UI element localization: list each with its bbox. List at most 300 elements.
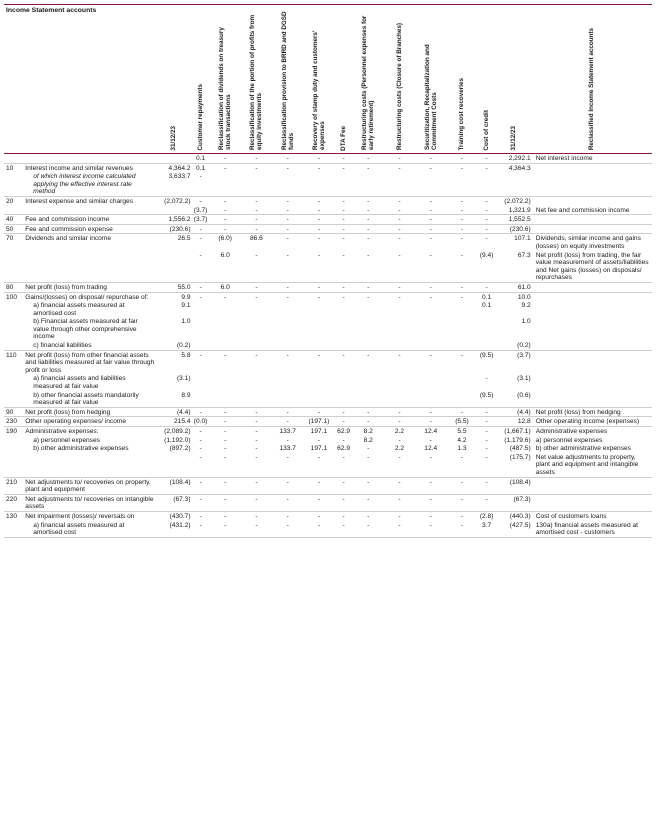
value-cell: [384, 341, 415, 350]
value-cell: (427.5): [496, 521, 532, 538]
reclassified-label: [532, 292, 652, 301]
value-cell: -: [353, 215, 384, 225]
row-label: Net profit (loss) from hedging: [23, 407, 155, 417]
value-cell: -: [446, 477, 477, 494]
value-cell: -: [303, 215, 334, 225]
column-header: Securitization, Recapitalization and Commitment Costs: [415, 5, 446, 154]
row-code: [4, 374, 23, 390]
value-cell: -: [199, 235, 202, 243]
value-cell: [384, 172, 415, 196]
value-cell: (897.2): [169, 445, 191, 453]
value-cell: (175.7): [496, 453, 532, 477]
value-cell: -: [210, 521, 241, 538]
reclassified-label: [532, 494, 652, 511]
value-cell: (9.5): [478, 391, 496, 408]
value-cell: -: [199, 293, 202, 301]
value-cell: [446, 317, 477, 341]
value-cell: -: [367, 164, 370, 172]
value-cell: -: [335, 206, 353, 215]
value-cell: -: [224, 512, 227, 520]
value-cell: [446, 374, 477, 390]
value-cell: [210, 317, 241, 341]
row-label: Interest income and similar revenues: [25, 164, 133, 172]
value-cell: (3.7): [192, 206, 210, 215]
row-code: 50: [4, 224, 23, 234]
column-header: Reclassification of dividends on treasury stock transactions: [210, 5, 241, 154]
reclassified-label: [532, 172, 652, 196]
value-cell: 12.8: [496, 417, 532, 427]
value-cell: -: [398, 512, 401, 520]
value-cell: -: [286, 351, 289, 359]
value-cell: 197.1: [310, 445, 328, 453]
value-cell: -: [317, 436, 321, 444]
value-cell: -: [335, 154, 353, 164]
value-cell: [478, 317, 496, 341]
value-cell: -: [335, 282, 353, 292]
table-row: [4, 163, 652, 172]
column-header: Reclassification provision to BRRD and DGSD funds: [272, 5, 303, 154]
value-cell: 107.1: [514, 235, 531, 243]
value-cell: -: [384, 251, 415, 283]
row-label: b) other financial assets mandatorily measured at fair value: [23, 391, 155, 408]
value-cell: -: [241, 224, 272, 234]
value-cell: (431.2): [155, 521, 191, 538]
reclassified-label: [532, 341, 652, 350]
value-cell: -: [429, 512, 432, 520]
column-header: 31/12/23: [155, 5, 191, 154]
value-cell: -: [335, 215, 353, 225]
value-cell: -: [210, 477, 241, 494]
value-cell: [415, 341, 446, 350]
value-cell: -: [199, 197, 202, 205]
value-cell: -: [342, 293, 345, 301]
row-code: 90: [4, 407, 23, 417]
value-cell: -: [317, 512, 321, 520]
value-cell: [415, 391, 446, 408]
value-cell: -: [335, 453, 353, 477]
value-cell: [155, 453, 191, 477]
value-cell: (3.1): [517, 375, 531, 383]
row-label: Gains/(losses) on disposal/ repurchase of:: [25, 293, 149, 301]
value-cell: -: [367, 235, 370, 243]
value-cell: -: [303, 282, 334, 292]
row-code: 220: [4, 494, 23, 511]
row-label: Net adjustments to/ recoveries on intangible assets: [25, 495, 154, 511]
value-cell: -: [478, 477, 496, 494]
value-cell: -: [210, 453, 241, 477]
value-cell: -: [335, 224, 353, 234]
value-cell: -: [384, 494, 415, 511]
value-cell: -: [485, 164, 488, 172]
row-code: [4, 251, 23, 283]
value-cell: -: [335, 417, 353, 427]
value-cell: -: [429, 351, 432, 359]
value-cell: [192, 391, 210, 408]
value-cell: -: [446, 215, 477, 225]
row-label: a) financial assets measured at amortised cost: [33, 302, 125, 317]
value-cell: -: [192, 494, 210, 511]
value-cell: [496, 172, 532, 196]
value-cell: -: [192, 407, 210, 417]
value-cell: -: [335, 477, 353, 494]
value-cell: -: [335, 251, 353, 283]
reclassified-label: [532, 391, 652, 408]
value-cell: -: [398, 235, 401, 243]
value-cell: -: [398, 164, 401, 172]
table-row: [4, 341, 652, 350]
row-label: Net profit (loss) from trading: [23, 282, 155, 292]
row-label: Net impairment (losses)/ reversals on: [25, 512, 135, 520]
value-cell: [384, 317, 415, 341]
value-cell: -: [485, 375, 488, 383]
value-cell: -: [478, 417, 496, 427]
row-code: [4, 172, 23, 196]
value-cell: 12.4: [424, 445, 438, 453]
value-cell: -: [353, 282, 384, 292]
value-cell: -: [342, 351, 345, 359]
value-cell: -: [272, 215, 303, 225]
value-cell: -: [353, 206, 384, 215]
value-cell: 67.3: [496, 251, 532, 283]
value-cell: -: [317, 351, 321, 359]
table-row: [4, 477, 652, 494]
value-cell: (1,179.6): [504, 436, 531, 444]
value-cell: (3.7): [517, 351, 531, 359]
row-code: [4, 391, 23, 408]
value-cell: [335, 341, 353, 350]
value-cell: -: [485, 197, 488, 205]
reclassified-label: [532, 350, 652, 374]
table-row: [4, 407, 652, 417]
table-row: [4, 374, 652, 390]
value-cell: -: [224, 445, 227, 453]
value-cell: 4,364.3: [508, 164, 531, 172]
value-cell: -: [446, 251, 477, 283]
value-cell: (1,192.0): [164, 436, 191, 444]
value-cell: -: [384, 215, 415, 225]
value-cell: [210, 341, 241, 350]
value-cell: 62.9: [337, 428, 350, 435]
value-cell: [192, 301, 210, 317]
value-cell: -: [485, 428, 488, 435]
value-cell: -: [272, 521, 303, 538]
row-code: [4, 301, 23, 317]
value-cell: -: [192, 477, 210, 494]
value-cell: -: [335, 494, 353, 511]
value-cell: -: [342, 235, 345, 243]
value-cell: -: [429, 235, 432, 243]
reclassified-label: [532, 163, 652, 172]
value-cell: -: [384, 417, 415, 427]
value-cell: 55.0: [155, 282, 191, 292]
value-cell: [303, 317, 334, 341]
value-cell: -: [384, 477, 415, 494]
value-cell: -: [241, 251, 272, 283]
value-cell: (1,667.1): [504, 428, 531, 435]
value-cell: -: [255, 512, 258, 520]
row-label: [23, 154, 155, 164]
row-code: 100: [6, 293, 18, 301]
value-cell: -: [415, 417, 446, 427]
value-cell: -: [415, 251, 446, 283]
column-header: 31/12/23: [496, 5, 532, 154]
value-cell: 8.2: [363, 428, 373, 435]
value-cell: (430.7): [169, 512, 191, 520]
value-cell: -: [272, 224, 303, 234]
value-cell: 8.2: [363, 436, 373, 444]
value-cell: 9.2: [521, 302, 531, 310]
table-row: [4, 427, 652, 436]
value-cell: -: [192, 172, 210, 196]
table-row: [4, 224, 652, 234]
row-label: a) financial assets and liabilities measured at fair value: [33, 375, 126, 391]
value-cell: [241, 391, 272, 408]
value-cell: [210, 374, 241, 390]
value-cell: (67.3): [155, 494, 191, 511]
value-cell: -: [429, 197, 432, 205]
value-cell: [478, 341, 496, 350]
value-cell: -: [272, 417, 303, 427]
column-header: Reclassification of the portion of profits from equity investments: [241, 5, 272, 154]
value-cell: -: [210, 206, 241, 215]
value-cell: -: [353, 224, 384, 234]
value-cell: -: [460, 164, 464, 172]
value-cell: -: [460, 235, 464, 243]
row-code: [4, 521, 23, 538]
reclassified-label: Net value adjustments to property, plant and equipment and intangible assets: [532, 453, 652, 477]
value-cell: -: [224, 197, 227, 205]
value-cell: -: [224, 436, 227, 444]
value-cell: 3,633.7: [155, 172, 191, 196]
value-cell: [272, 317, 303, 341]
value-cell: [446, 301, 477, 317]
value-cell: (2,089.2): [164, 428, 191, 435]
value-cell: -: [353, 521, 384, 538]
value-cell: (9.5): [479, 351, 494, 359]
row-code: [4, 154, 23, 164]
reclassified-label: [532, 374, 652, 390]
row-label: c) financial liabilities: [23, 341, 155, 350]
value-cell: [353, 341, 384, 350]
value-cell: -: [286, 436, 289, 444]
value-cell: -: [241, 282, 272, 292]
table-row: [4, 234, 652, 251]
value-cell: [446, 341, 477, 350]
value-cell: 1.0: [181, 318, 191, 326]
table-row: [4, 154, 652, 164]
value-cell: [272, 301, 303, 317]
value-cell: (67.3): [496, 494, 532, 511]
value-cell: -: [429, 293, 432, 301]
value-cell: -: [241, 453, 272, 477]
value-cell: -: [199, 428, 202, 435]
reclassified-label: Net profit (loss) from trading, the fair value measurement of assets/liabilities and Net gains (losses) on disposals/ repurchases: [532, 251, 652, 283]
value-cell: 1,556.2: [155, 215, 191, 225]
value-cell: -: [192, 224, 210, 234]
value-cell: [241, 172, 272, 196]
value-cell: -: [286, 164, 289, 172]
value-cell: -: [478, 282, 496, 292]
value-cell: -: [272, 477, 303, 494]
row-label: of which interest income calculated applying the effective interest rate method: [23, 172, 155, 196]
row-code: 110: [6, 351, 17, 359]
value-cell: -: [241, 215, 272, 225]
value-cell: [241, 301, 272, 317]
value-cell: 1.3: [457, 445, 467, 453]
value-cell: 9.9: [181, 293, 191, 301]
value-cell: -: [478, 206, 496, 215]
value-cell: -: [384, 224, 415, 234]
income-statement-table: [4, 4, 652, 538]
value-cell: -: [485, 235, 488, 243]
value-cell: -: [255, 445, 258, 453]
value-cell: -: [317, 235, 321, 243]
table-row: [4, 172, 652, 196]
row-code: 210: [4, 477, 23, 494]
value-cell: -: [255, 164, 258, 172]
value-cell: -: [241, 417, 272, 427]
value-cell: -: [303, 224, 334, 234]
value-cell: [303, 341, 334, 350]
value-cell: -: [460, 512, 464, 520]
value-cell: -: [384, 521, 415, 538]
value-cell: -: [478, 453, 496, 477]
reclassified-label: 130a) financial assets measured at amortised cost - customers: [532, 521, 652, 538]
value-cell: -: [255, 197, 258, 205]
reclassified-label: a) personnel expenses: [535, 436, 603, 444]
value-cell: -: [272, 206, 303, 215]
row-label: a) personnel expenses: [33, 436, 100, 444]
value-cell: -: [446, 154, 477, 164]
value-cell: 12.4: [424, 428, 438, 435]
value-cell: -: [224, 164, 227, 172]
value-cell: 6.0: [210, 282, 241, 292]
reclassified-label: Administrative expenses: [535, 428, 608, 435]
value-cell: -: [398, 293, 401, 301]
value-cell: -: [353, 251, 384, 283]
row-label: Other operating expenses/ income: [23, 417, 155, 427]
value-cell: -: [272, 154, 303, 164]
row-label: [23, 453, 155, 477]
value-cell: -: [255, 351, 258, 359]
value-cell: 0.1: [195, 164, 206, 172]
value-cell: 8.9: [155, 391, 191, 408]
value-cell: [210, 391, 241, 408]
value-cell: -: [272, 282, 303, 292]
value-cell: -: [303, 494, 334, 511]
row-code: 70: [6, 235, 14, 243]
value-cell: 0.1: [482, 302, 492, 310]
value-cell: -: [342, 164, 345, 172]
value-cell: -: [317, 164, 321, 172]
value-cell: -: [342, 436, 345, 444]
value-cell: -: [353, 453, 384, 477]
value-cell: -: [446, 521, 477, 538]
value-cell: -: [353, 407, 384, 417]
value-cell: [384, 391, 415, 408]
value-cell: -: [460, 293, 464, 301]
reclassified-label: Other operating income (expenses): [532, 417, 652, 427]
value-cell: [303, 374, 334, 390]
row-code: [4, 206, 23, 215]
value-cell: 4,364.2: [168, 164, 191, 172]
value-cell: -: [255, 293, 258, 301]
value-cell: -: [286, 512, 289, 520]
value-cell: 26.5: [177, 235, 191, 243]
reclassified-label: [532, 317, 652, 341]
table-row: [4, 215, 652, 225]
value-cell: -: [398, 197, 401, 205]
row-code: [4, 317, 23, 341]
value-cell: -: [272, 453, 303, 477]
value-cell: -: [342, 197, 345, 205]
row-label: b) other administrative expenses: [33, 445, 129, 453]
value-cell: -: [317, 293, 321, 301]
value-cell: (108.4): [496, 477, 532, 494]
value-cell: 0.1: [482, 293, 492, 301]
value-cell: (3.7): [192, 215, 210, 225]
table-row: [4, 444, 652, 453]
value-cell: [241, 374, 272, 390]
value-cell: -: [446, 224, 477, 234]
value-cell: [241, 317, 272, 341]
value-cell: [192, 317, 210, 341]
value-cell: 2.2: [394, 428, 405, 435]
value-cell: -: [384, 154, 415, 164]
value-cell: (2.8): [479, 512, 494, 520]
value-cell: -: [415, 477, 446, 494]
value-cell: -: [478, 494, 496, 511]
value-cell: -: [415, 215, 446, 225]
value-cell: -: [384, 407, 415, 417]
value-cell: -: [192, 282, 210, 292]
table-row: [4, 292, 652, 301]
value-cell: 1,321.9: [496, 206, 532, 215]
value-cell: -: [192, 521, 210, 538]
header-row: [4, 5, 652, 154]
table-row: [4, 436, 652, 445]
value-cell: -: [478, 215, 496, 225]
row-code: 230: [4, 417, 23, 427]
value-cell: [353, 172, 384, 196]
table-row: [4, 417, 652, 427]
value-cell: [415, 172, 446, 196]
value-cell: (440.3): [509, 512, 531, 520]
row-code: 20: [6, 197, 14, 205]
value-cell: 4.2: [457, 436, 467, 444]
row-label: [23, 206, 155, 215]
column-header: Recovery of stamp duty and customers' expenses: [303, 5, 334, 154]
reclassified-label: [532, 196, 652, 205]
value-cell: -: [303, 251, 334, 283]
value-cell: (5.5): [446, 417, 477, 427]
table-row: [4, 511, 652, 520]
value-cell: 0.1: [192, 154, 210, 164]
value-cell: 215.4: [155, 417, 191, 427]
value-cell: -: [446, 282, 477, 292]
value-cell: -: [199, 445, 202, 453]
value-cell: (4.4): [496, 407, 532, 417]
value-cell: -: [335, 407, 353, 417]
row-label: Net adjustments to/ recoveries on property, plant and equipment: [23, 477, 155, 494]
row-label: Net profit (loss) from other financial assets and liabilities measured at fair value through profit or loss: [25, 351, 155, 374]
value-cell: -: [415, 224, 446, 234]
value-cell: [210, 172, 241, 196]
table-row: [4, 317, 652, 341]
value-cell: -: [224, 293, 227, 301]
value-cell: -: [446, 206, 477, 215]
value-cell: -: [255, 428, 258, 435]
